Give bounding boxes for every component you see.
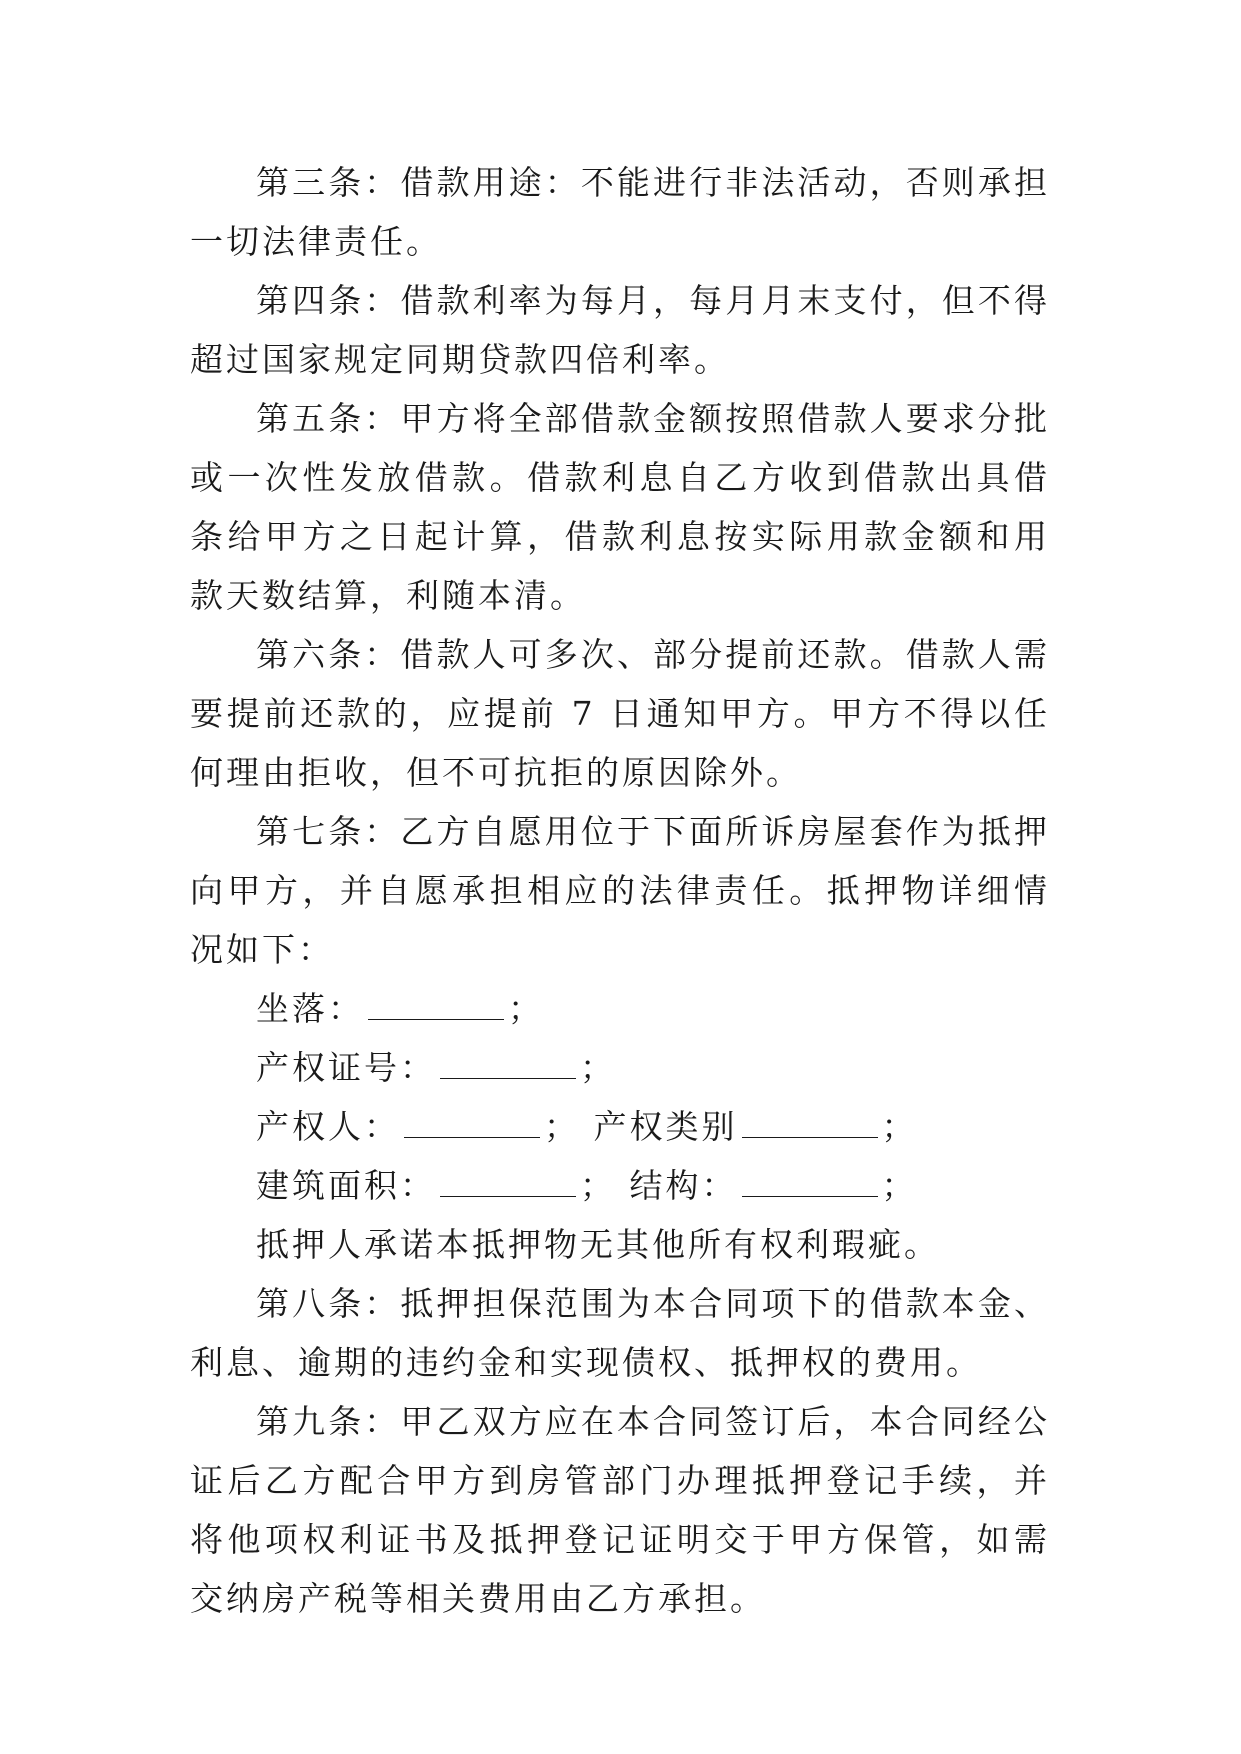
area-terminator: ； bbox=[580, 1166, 616, 1205]
owner-blank bbox=[404, 1111, 540, 1138]
cert-no-terminator: ； bbox=[580, 1048, 616, 1087]
area-blank bbox=[440, 1170, 576, 1197]
contract-body bbox=[190, 153, 1050, 1628]
cert-no-blank bbox=[440, 1052, 576, 1079]
area-line bbox=[190, 1156, 1050, 1215]
category-blank bbox=[742, 1111, 878, 1138]
location-blank bbox=[368, 993, 504, 1020]
clause-9: 第九条：甲乙双方应在本合同签订后，本合同经公证后乙方配合甲方到房管部门办理抵押登记手续，并将他项权利证书及抵押登记证明交于甲方保管，如需交纳房产税等相关费用由乙方承担。 bbox=[190, 1402, 1050, 1618]
clause-4: 第四条：借款利率为每月，每月月末支付，但不得超过国家规定同期贷款四倍利率。 bbox=[190, 281, 1050, 379]
cert-no-line bbox=[190, 1038, 1050, 1097]
location-terminator: ； bbox=[508, 989, 544, 1028]
location-line bbox=[190, 979, 1050, 1038]
structure-blank bbox=[742, 1170, 878, 1197]
area-label: 建筑面积： bbox=[256, 1166, 436, 1205]
clause-8: 第八条：抵押担保范围为本合同项下的借款本金、利息、逾期的违约金和实现债权、抵押权的费用。 bbox=[190, 1284, 1050, 1382]
clause-3: 第三条：借款用途：不能进行非法活动，否则承担一切法律责任。 bbox=[190, 163, 1050, 261]
owner-label: 产权人： bbox=[256, 1107, 400, 1146]
cert-no-label: 产权证号： bbox=[256, 1048, 436, 1087]
clause-6: 第六条：借款人可多次、部分提前还款。借款人需要提前还款的，应提前 7 日通知甲方。甲方不得以任何理由拒收，但不可抗拒的原因除外。 bbox=[190, 635, 1050, 792]
category-terminator: ； bbox=[881, 1107, 918, 1146]
owner-terminator: ； bbox=[544, 1107, 580, 1146]
structure-label: 结构： bbox=[629, 1166, 738, 1205]
structure-terminator: ； bbox=[881, 1166, 918, 1205]
clause-7: 第七条：乙方自愿用位于下面所诉房屋套作为抵押向甲方，并自愿承担相应的法律责任。抵押物详细情况如下： bbox=[190, 812, 1050, 969]
commitment-line: 抵押人承诺本抵押物无其他所有权利瑕疵。 bbox=[256, 1225, 940, 1264]
location-label: 坐落： bbox=[256, 989, 364, 1028]
category-label: 产权类别 bbox=[593, 1107, 738, 1146]
owner-line bbox=[190, 1097, 1050, 1156]
clause-5: 第五条：甲方将全部借款金额按照借款人要求分批或一次性发放借款。借款利息自乙方收到借款出具借条给甲方之日起计算，借款利息按实际用款金额和用款天数结算，利随本清。 bbox=[190, 399, 1050, 615]
